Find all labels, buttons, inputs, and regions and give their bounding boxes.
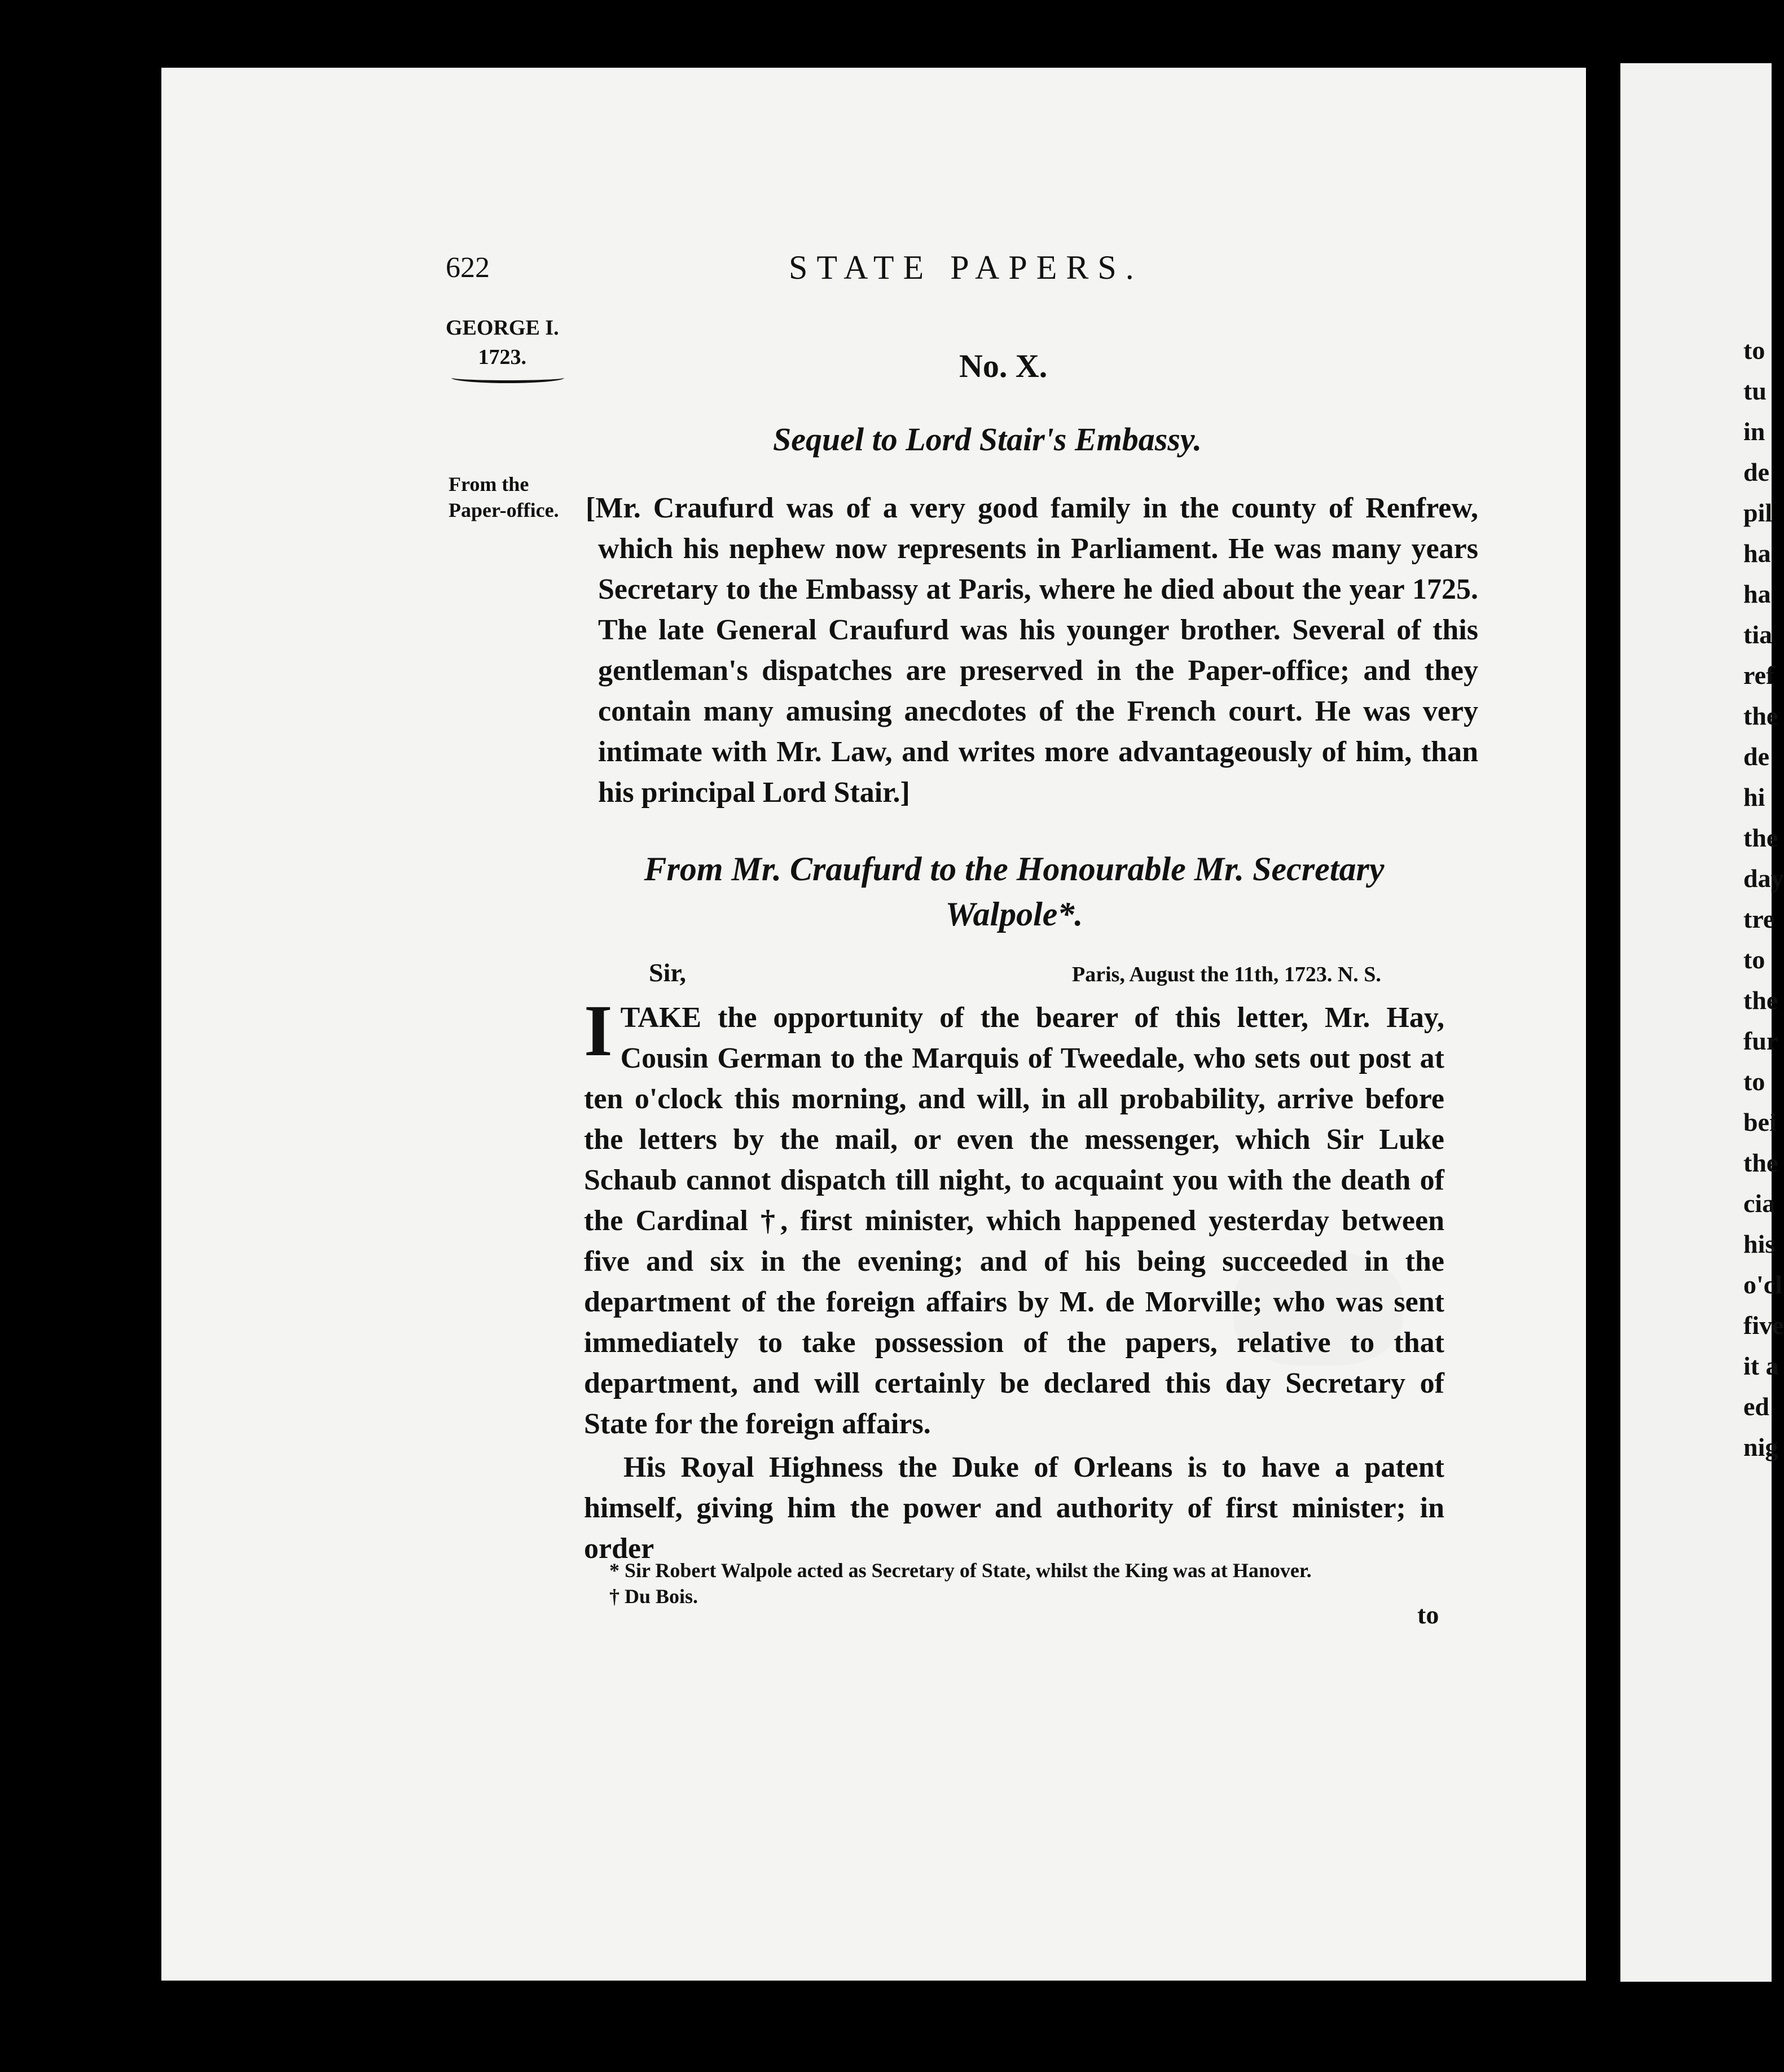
fragment: pil — [1743, 498, 1773, 527]
fragment: de — [1743, 458, 1769, 486]
reign-year: 1723. — [478, 345, 527, 369]
salutation: Sir, — [649, 958, 687, 987]
fragment: in — [1743, 417, 1765, 446]
fragment: five — [1743, 1311, 1784, 1340]
fragment: cia — [1743, 1189, 1776, 1218]
section-title: Sequel to Lord Stair's Embassy. — [773, 421, 1202, 458]
fragment: ref — [1743, 661, 1775, 690]
intro-paragraph: [Mr. Craufurd was of a very good family in the county of Renfrew, which his nephew now represents in Parliament. He was many years Secretary to the Embassy at Paris, where he died about the year 1725. The late General Craufurd was his younger brother. Several of this gentleman's dispatches are preserved in the Paper-office; and they contain many amusing anecdotes of the French court. He was very intimate with Mr. Law, and writes more advantageously of him, than his principal Lord Stair.] — [586, 492, 1478, 809]
reign-margin-note — [446, 313, 559, 372]
fragment: to — [1743, 945, 1765, 974]
footnote: † Du Bois. — [609, 1585, 698, 1608]
fragment: ed — [1743, 1392, 1769, 1421]
fragment: it a — [1743, 1351, 1779, 1380]
section-number: No. X. — [959, 348, 1048, 384]
fragment: tia — [1743, 620, 1773, 649]
fragment: de — [1743, 742, 1769, 771]
fragment: nig — [1743, 1433, 1778, 1461]
fragment: his — [1743, 1230, 1776, 1258]
source-margin-note: From the Paper-office. — [449, 473, 559, 521]
fragment: tre — [1743, 905, 1775, 933]
footnote: * Sir Robert Walpole acted as Secretary of State, whilst the King was at Hanover. — [609, 1559, 1312, 1582]
fragment: bei — [1743, 1108, 1777, 1136]
letter-heading: From Mr. Craufurd to the Honourable Mr. Secretary Walpole*. — [644, 850, 1385, 933]
fragment: to — [1743, 336, 1765, 365]
fragment: the — [1743, 1148, 1778, 1177]
brace-ornament — [451, 372, 564, 383]
fragment: tu — [1743, 376, 1767, 405]
dateline: Paris, August the 11th, 1723. N. S. — [1072, 963, 1381, 986]
fragment: o'cl — [1743, 1270, 1782, 1299]
catchword: to — [1417, 1600, 1439, 1629]
fragment: fur — [1743, 1026, 1778, 1055]
fragment: ha — [1743, 539, 1771, 568]
footnotes — [609, 1557, 1312, 1609]
fragment: day — [1743, 864, 1784, 893]
fragment: ha — [1743, 580, 1771, 608]
letter-paragraph-2: His Royal Highness the Duke of Orleans is to have a patent himself, giving him the power and authority of first minister; in order — [584, 1451, 1444, 1565]
drop-cap: I — [584, 990, 613, 1072]
paragraph-1-text: TAKE the opportunity of the bearer of this letter, Mr. Hay, Cousin German to the Marquis of Tweedale, who sets out post at ten o'clock this morning, and will, in all probability, arrive before the letters by the mail, or even the messenger, which Sir Luke Schaub cannot dispatch till night, to acquaint you with the death of the Cardinal †, first minister, which happened yesterday between five and six in the evening; and of his being succeeded in the department of the foreign affairs by M. de Morville; who was sent immediately to take possession of the papers, relative to that department, and will certainly be declared this day Secretary of State for the foreign affairs. — [584, 1002, 1444, 1440]
fragment: the — [1743, 986, 1778, 1015]
fragment: the — [1743, 823, 1778, 852]
letter-paragraph-1 — [584, 990, 1444, 1445]
fragment: to — [1743, 1067, 1765, 1096]
running-head: STATE PAPERS. — [789, 249, 1143, 286]
fragment: the — [1743, 701, 1778, 730]
page-number: 622 — [446, 252, 490, 284]
right-page-fragments — [1743, 330, 1784, 1468]
fragment: hi — [1743, 783, 1765, 811]
reign-label: GEORGE I. — [446, 316, 559, 340]
